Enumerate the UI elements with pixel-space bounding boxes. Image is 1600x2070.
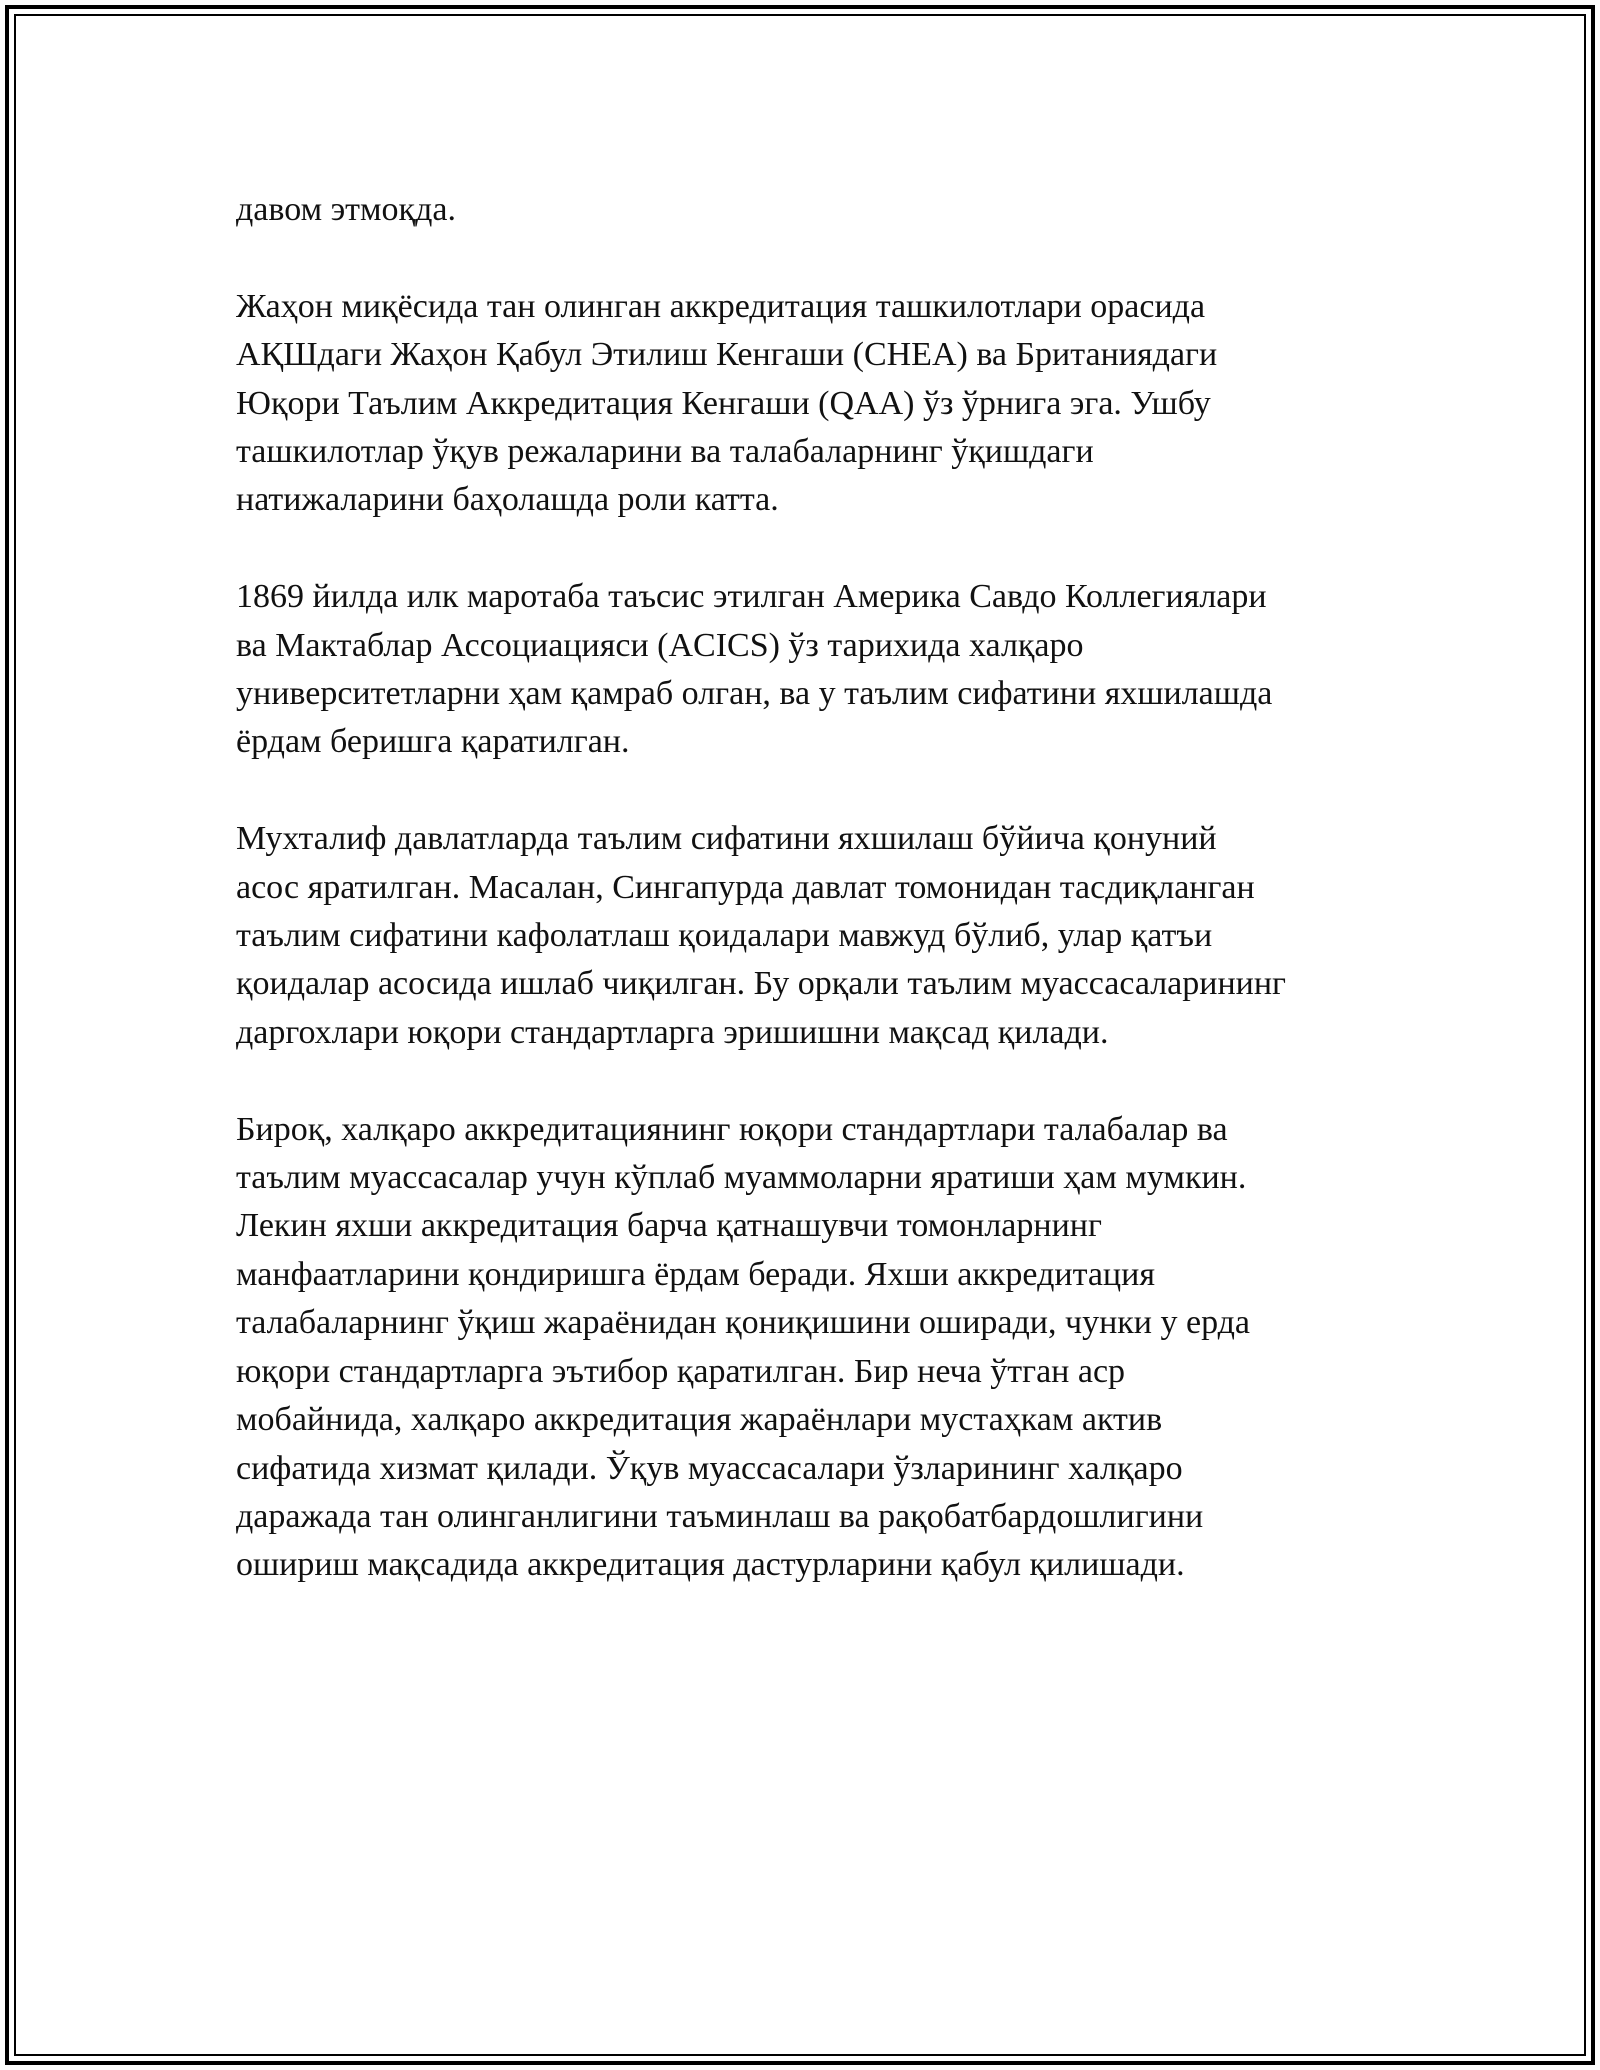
text-line: асос яратилган. Масалан, Сингапурда давлат томонидан тасдиқланган [236,868,1255,906]
text-line: ташкилотлар ўқув режаларини ва талабаларнинг ўқишдаги [236,433,1094,471]
text-line: давом этмоқда. [236,191,456,228]
text-line: талабаларнинг ўқиш жараёнидан қониқишини оширади, чунки у ерда [236,1304,1251,1342]
text-line: таълим сифатини кафолатлаш қоидалари мавжуд бўлиб, улар қатъи [236,917,1213,955]
text-line: Бироқ, халқаро аккредитациянинг юқори стандартлари талабалар ва [236,1110,1228,1148]
text-line: ошириш мақсадида аккредитация дастурларини қабул қилишади. [236,1546,1185,1584]
text-line: даргохлари юқори стандартларга эришишни мақсад қилади. [236,1013,1109,1051]
text-line: натижаларини баҳолашда роли катта. [236,481,779,519]
document-body [236,186,1376,1638]
text-line: ва Мактаблар Ассоциацияси (ACICS) ўз тарихида халқаро [236,626,1084,664]
paragraph-legal-basis [236,815,1376,1057]
text-line: юқори стандартларга эътибор қаратилган. Бир неча ўтган аср [236,1352,1126,1390]
text-line: Жаҳон миқёсида тан олинган аккредитация ташкилотлари орасида [236,287,1206,325]
text-line: сифатида хизмат қилади. Ўқув муассасалари ўзларининг халқаро [236,1449,1183,1487]
text-line: мобайнида, халқаро аккредитация жараёнлари мустаҳкам актив [236,1401,1163,1439]
text-line: АҚШдаги Жаҳон Қабул Этилиш Кенгаши (CHEA) ва Британиядаги [236,336,1218,374]
text-line: 1869 йилда илк маротаба таъсис этилган Америка Савдо Коллегиялари [236,578,1267,616]
text-line: ёрдам беришга қаратилган. [236,723,630,761]
text-line: қоидалар асосида ишлаб чиқилган. Бу орқали таълим муассасаларининг [236,965,1286,1003]
text-line: таълим муассасалар учун кўплаб муаммоларни яратиши ҳам мумкин. [236,1159,1247,1197]
text-line: Мухталиф давлатларда таълим сифатини яхшилаш бўйича қонуний [236,820,1217,858]
paragraph-acics [236,573,1376,767]
text-line: Лекин яхши аккредитация барча қатнашувчи томонларнинг [236,1207,1102,1245]
text-line: манфаатларини қондиришга ёрдам беради. Яхши аккредитация [236,1255,1155,1293]
paragraph-challenges-benefits [236,1106,1376,1590]
text-line: даражада тан олинганлигини таъминлаш ва рақобатбардошлигини [236,1497,1204,1535]
paragraph-accreditation-organizations [236,283,1376,525]
text-line: университетларни ҳам қамраб олган, ва у таълим сифатини яхшилашда [236,675,1273,713]
paragraph-continuation [236,186,1376,234]
text-line: Юқори Таълим Аккредитация Кенгаши (QAA) ўз ўрнига эга. Ушбу [236,384,1211,422]
